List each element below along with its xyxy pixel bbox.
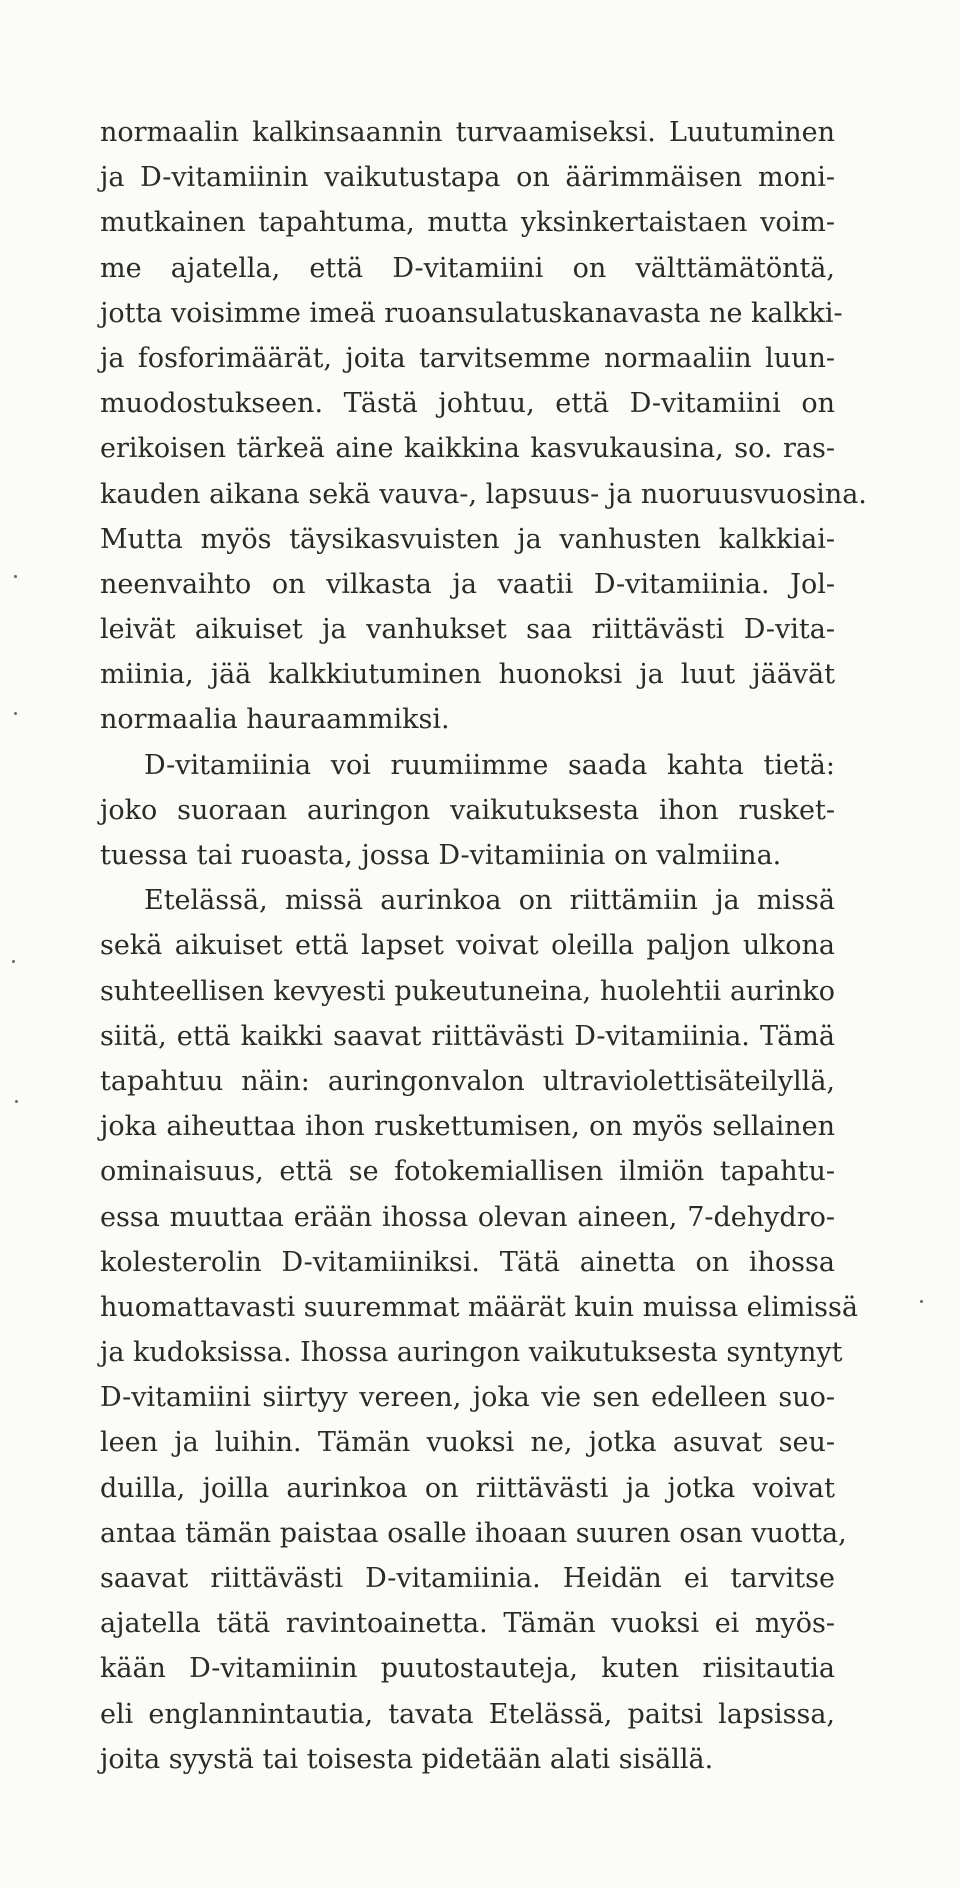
text-line: mutkainen tapahtuma, mutta yksinkertaistaen voim- bbox=[100, 207, 835, 239]
paragraph bbox=[100, 743, 835, 879]
text-line: siitä, että kaikki saavat riittävästi D-vitamiinia. Tämä bbox=[100, 1020, 835, 1052]
text-line: miinia, jää kalkkiutuminen huonoksi ja luut jäävät bbox=[100, 659, 835, 691]
text-line: normaalia hauraammiksi. bbox=[100, 704, 450, 736]
text-line: ominaisuus, että se fotokemiallisen ilmiön tapahtu- bbox=[100, 1156, 835, 1188]
text-line: ja kudoksissa. Ihossa auringon vaikutuksesta syntynyt bbox=[100, 1337, 843, 1369]
text-line: sekä aikuiset että lapset voivat oleilla paljon ulkona bbox=[100, 930, 835, 962]
scan-speck bbox=[14, 575, 17, 578]
text-line: me ajatella, että D-vitamiini on välttämätöntä, bbox=[100, 252, 835, 284]
text-line: kään D-vitamiinin puutostauteja, kuten riisitautia bbox=[100, 1653, 835, 1685]
text-line: Etelässä, missä aurinkoa on riittämiin ja missä bbox=[144, 885, 835, 917]
text-line: normaalin kalkinsaannin turvaamiseksi. Luutuminen bbox=[100, 117, 835, 148]
text-line: ajatella tätä ravintoainetta. Tämän vuoksi ei myös- bbox=[100, 1608, 835, 1640]
text-line: D-vitamiinia voi ruumiimme saada kahta tietä: bbox=[144, 749, 835, 781]
text-line: muodostukseen. Tästä johtuu, että D-vitamiini on bbox=[100, 388, 835, 420]
scan-speck bbox=[15, 1100, 18, 1103]
text-line: saavat riittävästi D-vitamiinia. Heidän ei tarvitse bbox=[100, 1563, 835, 1594]
body-text bbox=[100, 110, 867, 1782]
text-line: joita syystä tai toisesta pidetään alati sisällä. bbox=[100, 1743, 714, 1775]
text-line: eli englannintautia, tavata Etelässä, paitsi lapsissa, bbox=[100, 1698, 835, 1730]
text-line: tapahtuu näin: auringonvalon ultraviolettisäteilyllä, bbox=[100, 1065, 835, 1097]
text-line: neenvaihto on vilkasta ja vaatii D-vitamiinia. Jol- bbox=[100, 568, 835, 600]
text-line: leen ja luihin. Tämän vuoksi ne, jotka asuvat seu- bbox=[100, 1427, 835, 1459]
text-line: leivät aikuiset ja vanhukset saa riittävästi D-vita- bbox=[100, 614, 835, 646]
text-line: D-vitamiini siirtyy vereen, joka vie sen edelleen suo- bbox=[100, 1382, 835, 1414]
text-line: kolesterolin D-vitamiiniksi. Tätä ainetta on ihossa bbox=[100, 1246, 835, 1278]
scan-speck bbox=[920, 1300, 923, 1303]
text-line: Mutta myös täysikasvuisten ja vanhusten kalkkiai- bbox=[100, 523, 835, 555]
paragraph bbox=[100, 878, 858, 1782]
text-line: huomattavasti suuremmat määrät kuin muissa elimissä bbox=[100, 1291, 858, 1323]
text-line: joko suoraan auringon vaikutuksesta ihon rusket- bbox=[100, 794, 835, 826]
scan-speck bbox=[14, 712, 17, 715]
text-line: duilla, joilla aurinkoa on riittävästi ja jotka voivat bbox=[100, 1472, 835, 1504]
text-line: kauden aikana sekä vauva-, lapsuus- ja nuoruusvuosina. bbox=[100, 478, 867, 510]
text-line: suhteellisen kevyesti pukeutuneina, huolehtii aurinko bbox=[100, 975, 835, 1007]
text-line: ja D-vitamiinin vaikutustapa on äärimmäisen moni- bbox=[100, 162, 835, 194]
text-line: essa muuttaa erään ihossa olevan aineen, 7-dehydro- bbox=[100, 1201, 835, 1233]
text-line: tuessa tai ruoasta, jossa D-vitamiinia on valmiina. bbox=[100, 840, 782, 871]
scan-speck bbox=[12, 960, 15, 963]
text-line: antaa tämän paistaa osalle ihoaan suuren osan vuotta, bbox=[100, 1517, 847, 1549]
text-line: ja fosforimäärät, joita tarvitsemme normaaliin luun- bbox=[100, 342, 835, 374]
text-line: erikoisen tärkeä aine kaikkina kasvukausina, so. ras- bbox=[100, 433, 835, 465]
paragraph bbox=[100, 110, 867, 743]
text-line: joka aiheuttaa ihon ruskettumisen, on myös sellainen bbox=[100, 1111, 835, 1143]
text-line: jotta voisimme imeä ruoansulatuskanavasta ne kalkki- bbox=[100, 297, 843, 329]
